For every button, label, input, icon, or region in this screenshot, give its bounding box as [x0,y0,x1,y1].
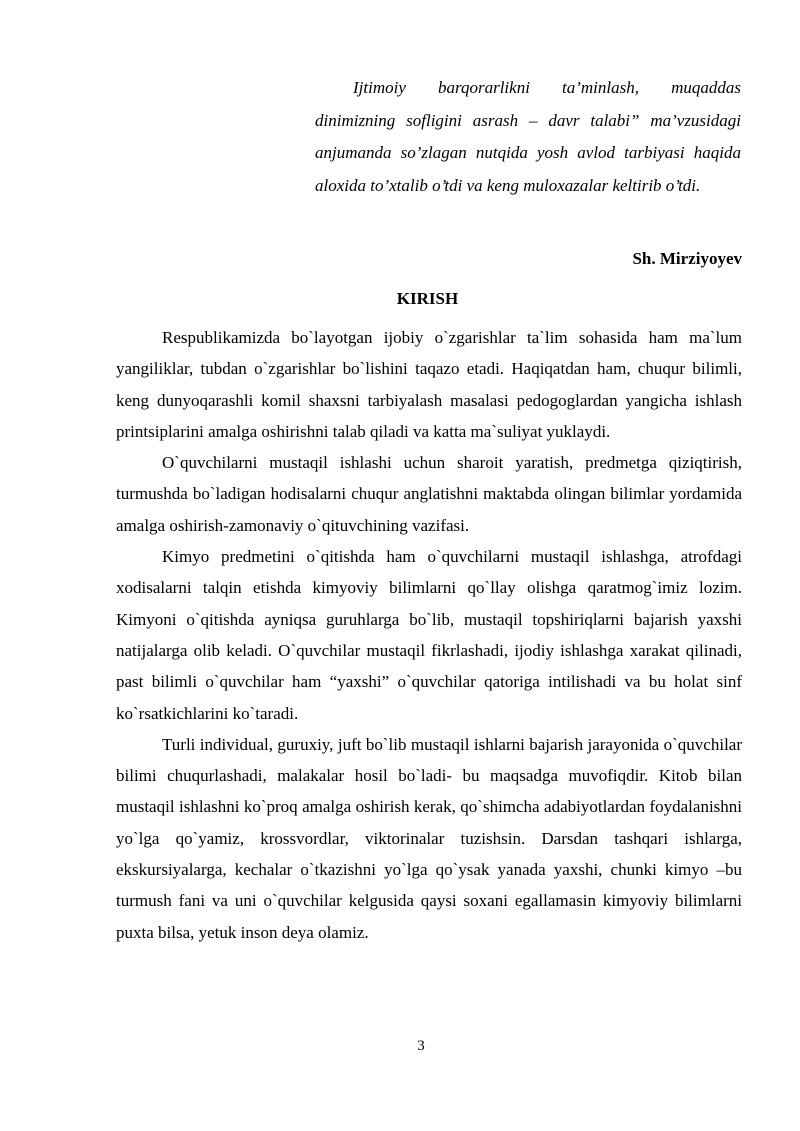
paragraph: O`quvchilarni mustaqil ishlashi uchun sharoit yaratish, predmetga qiziqtirish, turmushda bo`ladigan hodisalarni chuqur anglatishni maktabda olingan bilimlar yordamida amalga oshirish-zamonaviy o`qituvchining vazifasi. [116,453,742,535]
paragraph: Kimyo predmetini o`qitishda ham o`quvchilarni mustaqil ishlashga, atrofdagi xodisalarni talqin etishda kimyoviy bilimlarni qo`llay olishga qaratmog`imiz lozim. Kimyoni o`qitishda ayniqsa guruhlarga bo`lib, mustaqil topshiriqlarni bajarish yaxshi natijalarga olib keladi. O`quvchilar mustaqil fikrlashadi, ijodiy ishlashga xarakat qilinadi, past bilimli o`quvchilar ham “yaxshi” o`quvchilar qatoriga intilishadi va bu holat sinf ko`rsatkichlarini ko`taradi. [116,547,742,723]
paragraph: Turli individual, guruxiy, juft bo`lib mustaqil ishlarni bajarish jarayonida o`quvchilar bilimi chuqurlashadi, malakalar hosil bo`ladi- bu maqsadga muvofiqdir. Kitob bilan mustaqil ishlashni ko`proq amalga oshirish kerak, qo`shimcha adabiyotlardan foydalanishni yo`lga qo`yamiz, krossvordlar, viktorinalar tuzishsin. Darsdan tashqari ishlarga, ekskursiyalarga, kechalar o`tkazishni yo`lga qo`ysak yanada yaxshi, chunki kimyo –bu turmush fani va uni o`quvchilar kelgusida qaysi soxani egallamasin kimyoviy bilimlarni puxta bilsa, yetuk inson deya olamiz. [116,734,742,942]
epigraph-author: Sh. Mirziyoyev [632,249,742,268]
epigraph-quote: Ijtimoiy barqorarlikni ta’minlash, muqaddas dinimizning sofligini asrash – davr talabi” ma’vzusidagi anjumanda so’zlagan nutqida yosh avlod tarbiyasi haqida aloxida to’xtalib o’tdi va keng muloxazalar keltirib o’tdi. [315,78,741,195]
section-heading: KIRISH [396,289,459,308]
page-number: 3 [417,1038,425,1054]
paragraph: Respublikamizda bo`layotgan ijobiy o`zgarishlar ta`lim sohasida ham ma`lum yangiliklar, tubdan o`zgarishlar bo`lishini taqazo etadi. Haqiqatdan ham, chuqur bilimli, keng dunyoqarashli komil shaxsni tarbiyalash masalasi pedogoglardan yangicha ishlash printsiplarini amalga oshirishni talab qiladi va katta ma`suliyat yuklaydi. [116,328,742,441]
body-text [116,322,742,948]
